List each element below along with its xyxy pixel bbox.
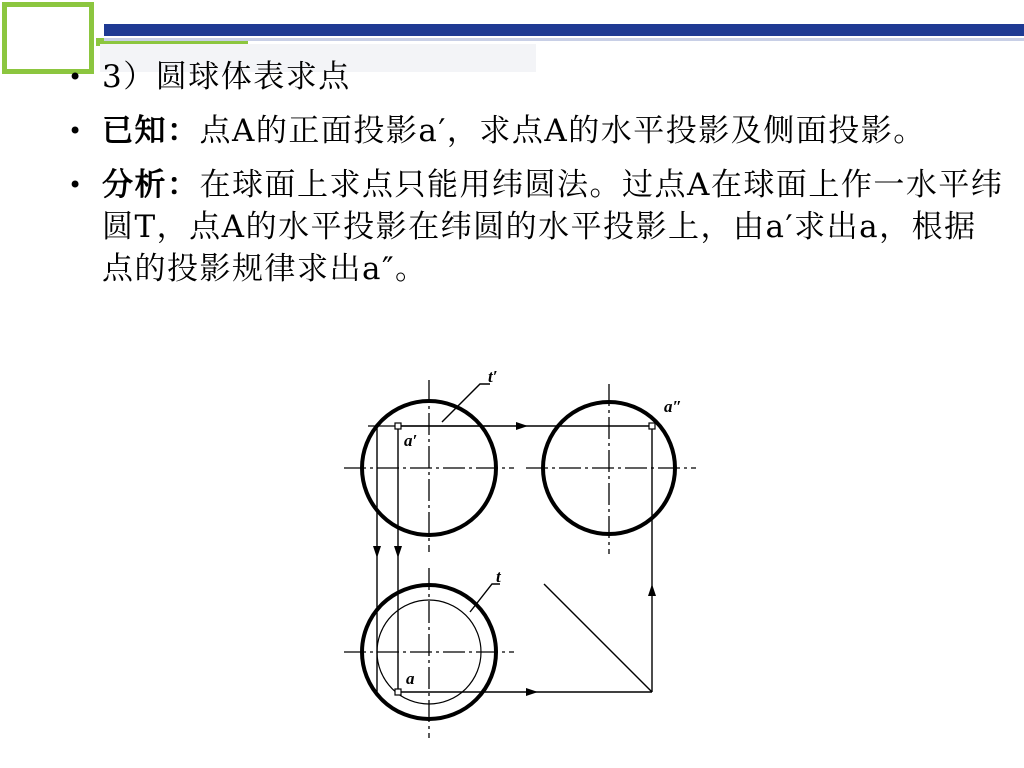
- arrow-down-left: [373, 546, 381, 558]
- bullet-text: 点A的正面投影a′，求点A的水平投影及侧面投影。: [199, 113, 926, 149]
- bullet-key: 已知：: [102, 113, 200, 149]
- arrow-right-top: [516, 422, 528, 430]
- point-a-top: [395, 689, 401, 695]
- bullet-given: [64, 110, 1004, 152]
- sphere-projection-diagram: [330, 362, 710, 762]
- bullet-analysis: [64, 164, 1004, 290]
- bullet-dot: •: [68, 63, 84, 91]
- bullet-dot: •: [68, 171, 84, 199]
- label-a-front: a′: [404, 431, 418, 450]
- arrow-right-bottom: [526, 688, 538, 696]
- bullet-text: 在球面上求点只能用纬圆法。过点A在球面上作一水平纬圆T，点A的水平投影在纬圆的水平投影上，由a′求出a，根据点的投影规律求出a″。: [102, 167, 1004, 287]
- arrow-up-side: [648, 584, 656, 596]
- label-t-front: t′: [488, 367, 498, 386]
- header-rule-thin: [104, 38, 1024, 41]
- leader-t-top: [470, 584, 500, 612]
- point-a-front: [395, 423, 401, 429]
- label-a-top: a: [406, 669, 415, 688]
- arrow-down-right: [394, 546, 402, 558]
- slide-body: [64, 56, 1004, 302]
- miter-line-45: [544, 584, 652, 692]
- bullet-text: 3）圆球体表求点: [102, 59, 351, 95]
- header-rule: [104, 24, 1024, 36]
- label-t-top: t: [496, 567, 501, 586]
- point-a-side: [649, 423, 655, 429]
- bullet-dot: •: [68, 117, 84, 145]
- label-a-side: a″: [664, 397, 682, 416]
- bullet-key: 分析：: [102, 167, 200, 203]
- bullet-heading: [64, 56, 1004, 98]
